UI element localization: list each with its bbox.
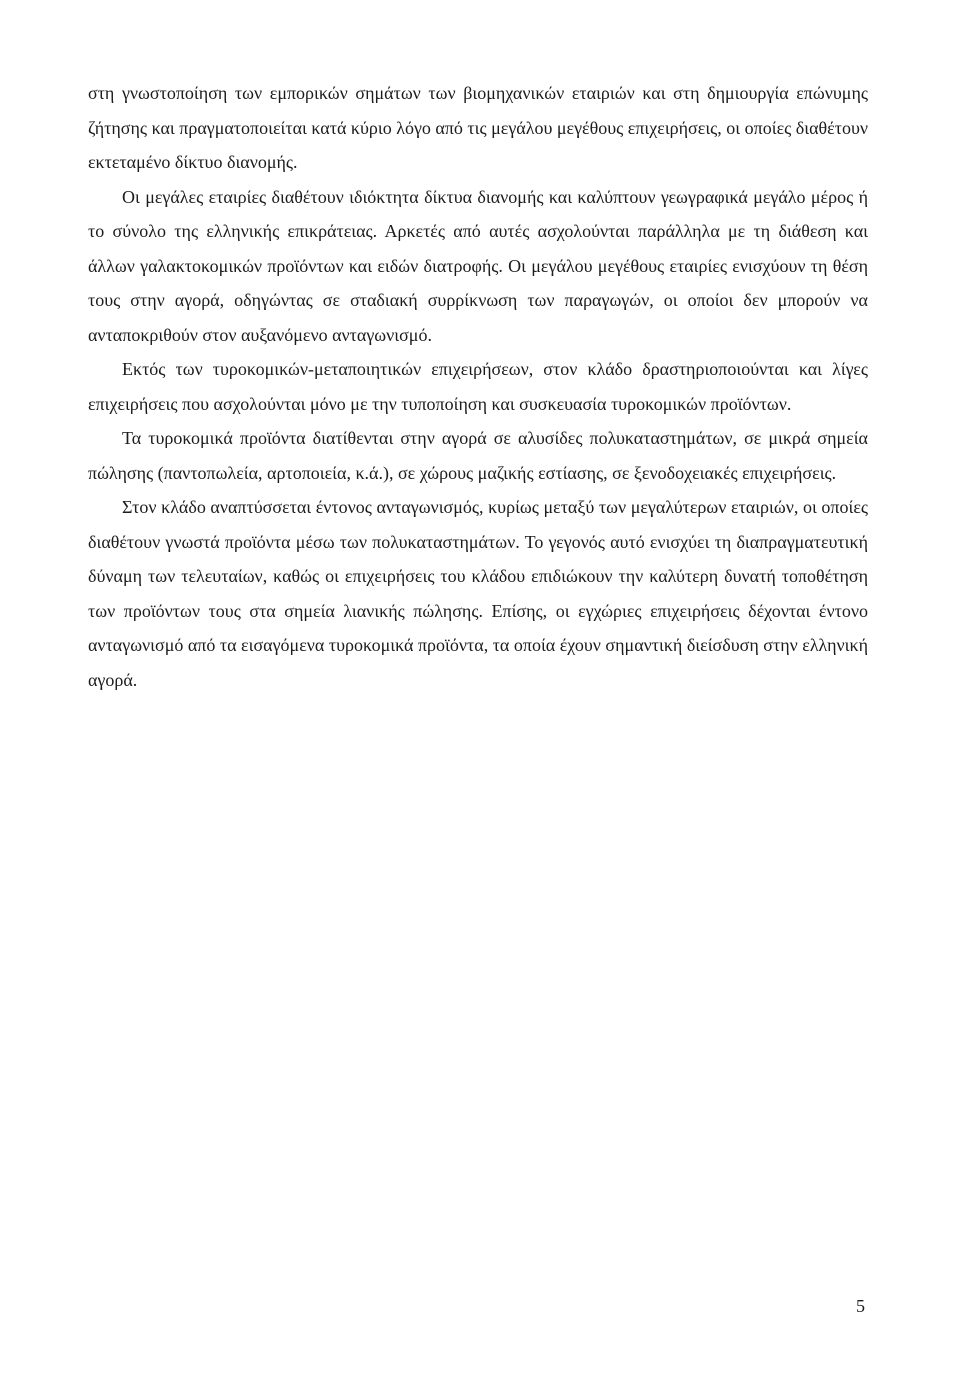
paragraph-2: Οι μεγάλες εταιρίες διαθέτουν ιδιόκτητα δίκτυα διανομής και καλύπτουν γεωγραφικά μεγάλο μέρος ή το σύνολο της ελληνικής επικράτειας. Αρκετές από αυτές ασχολούνται παράλληλα με τη διάθεση και άλλων γαλακτοκομικών προϊόντων και ειδών διατροφής. Οι μεγάλου μεγέθους εταιρίες ενισχύουν τη θέση τους στην αγορά, οδηγώντας σε σταδιακή συρρίκνωση των παραγωγών, οι οποίοι δεν μπορούν να ανταποκριθούν στον αυξανόμενο ανταγωνισμό. bbox=[88, 186, 868, 345]
paragraph-5: Στον κλάδο αναπτύσσεται έντονος ανταγωνισμός, κυρίως μεταξύ των μεγαλύτερων εταιριών, οι οποίες διαθέτουν γνωστά προϊόντα μέσω των πολυκαταστημάτων. Το γεγονός αυτό ενισχύει τη διαπραγματευτική δύναμη των τελευταίων, καθώς οι επιχειρήσεις του κλάδου επιδιώκουν την καλύτερη δυνατή τοποθέτηση των προϊόντων τους στα σημεία λιανικής πώλησης. Επίσης, οι εγχώριες επιχειρήσεις δέχονται έντονο ανταγωνισμό από τα εισαγόμενα τυροκομικά προϊόντα, τα οποία έχουν σημαντική διείσδυση στην ελληνική αγορά. bbox=[88, 497, 868, 690]
paragraph-1: στη γνωστοποίηση των εμπορικών σημάτων των βιομηχανικών εταιριών και στη δημιουργία επώνυμης ζήτησης και πραγματοποιείται κατά κύριο λόγο από τις μεγάλου μεγέθους επιχειρήσεις, οι οποίες διαθέτουν εκτεταμένο δίκτυο διανομής. bbox=[88, 83, 868, 172]
paragraph-4: Τα τυροκομικά προϊόντα διατίθενται στην αγορά σε αλυσίδες πολυκαταστημάτων, σε μικρά σημεία πώλησης (παντοπωλεία, αρτοποιεία, κ.ά.), σε χώρους μαζικής εστίασης, σε ξενοδοχειακές επιχειρήσεις. bbox=[88, 428, 868, 483]
body-text bbox=[88, 76, 868, 697]
page-number: 5 bbox=[856, 1296, 865, 1316]
paragraph-3: Εκτός των τυροκομικών-μεταποιητικών επιχειρήσεων, στον κλάδο δραστηριοποιούνται και λίγες επιχειρήσεις που ασχολούνται μόνο με την τυποποίηση και συσκευασία τυροκομικών προϊόντων. bbox=[88, 359, 868, 414]
